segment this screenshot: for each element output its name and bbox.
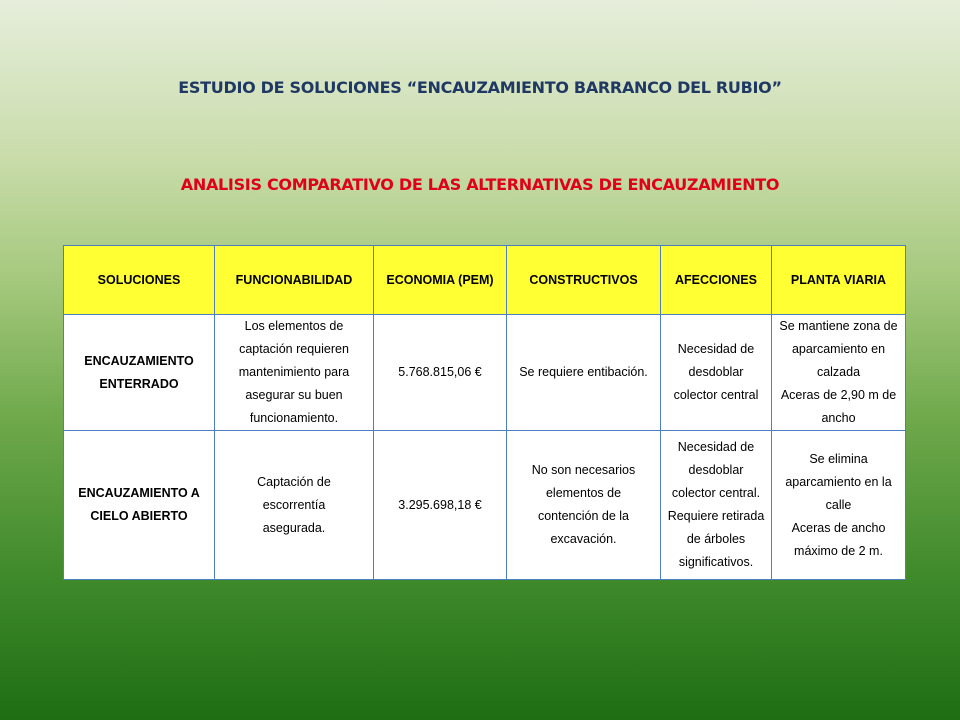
cell-afecciones: Necesidad de desdoblar colector central — [661, 315, 772, 431]
cell-funcionabilidad: Captación de escorrentía asegurada. — [215, 431, 374, 580]
table-header-row — [64, 246, 906, 315]
header-funcionabilidad: FUNCIONABILIDAD — [215, 246, 374, 315]
planta-viaria-line: Se mantiene zona de aparcamiento en calzada — [779, 319, 898, 379]
cell-planta-viaria — [772, 315, 906, 431]
planta-viaria-line: Aceras de ancho máximo de 2 m. — [791, 520, 886, 558]
cell-economia: 3.295.698,18 € — [374, 431, 507, 580]
cell-constructivos: Se requiere entibación. — [507, 315, 661, 431]
cell-afecciones: Necesidad de desdoblar colector central. Requiere retirada de árboles significativos. — [661, 431, 772, 580]
header-planta-viaria: PLANTA VIARIA — [772, 246, 906, 315]
cell-economia: 5.768.815,06 € — [374, 315, 507, 431]
header-soluciones: SOLUCIONES — [64, 246, 215, 315]
header-economia: ECONOMIA (PEM) — [374, 246, 507, 315]
cell-solucion: ENCAUZAMIENTO A CIELO ABIERTO — [64, 431, 215, 580]
header-afecciones: AFECCIONES — [661, 246, 772, 315]
planta-viaria-line: Aceras de 2,90 m de ancho — [780, 388, 897, 425]
slide-title: ESTUDIO DE SOLUCIONES “ENCAUZAMIENTO BARRANCO DEL RUBIO” — [178, 78, 782, 97]
slide-subtitle: ANALISIS COMPARATIVO DE LAS ALTERNATIVAS DE ENCAUZAMIENTO — [180, 175, 780, 194]
header-constructivos: CONSTRUCTIVOS — [507, 246, 661, 315]
comparison-table — [63, 245, 906, 580]
cell-solucion: ENCAUZAMIENTO ENTERRADO — [64, 315, 215, 431]
planta-viaria-line: Se elimina aparcamiento en la calle — [785, 451, 892, 512]
table-row — [64, 315, 906, 431]
cell-funcionabilidad: Los elementos de captación requieren mantenimiento para asegurar su buen funcionamiento. — [215, 315, 374, 431]
cell-planta-viaria — [772, 431, 906, 580]
table-row — [64, 431, 906, 580]
cell-constructivos: No son necesarios elementos de contención de la excavación. — [507, 431, 661, 580]
